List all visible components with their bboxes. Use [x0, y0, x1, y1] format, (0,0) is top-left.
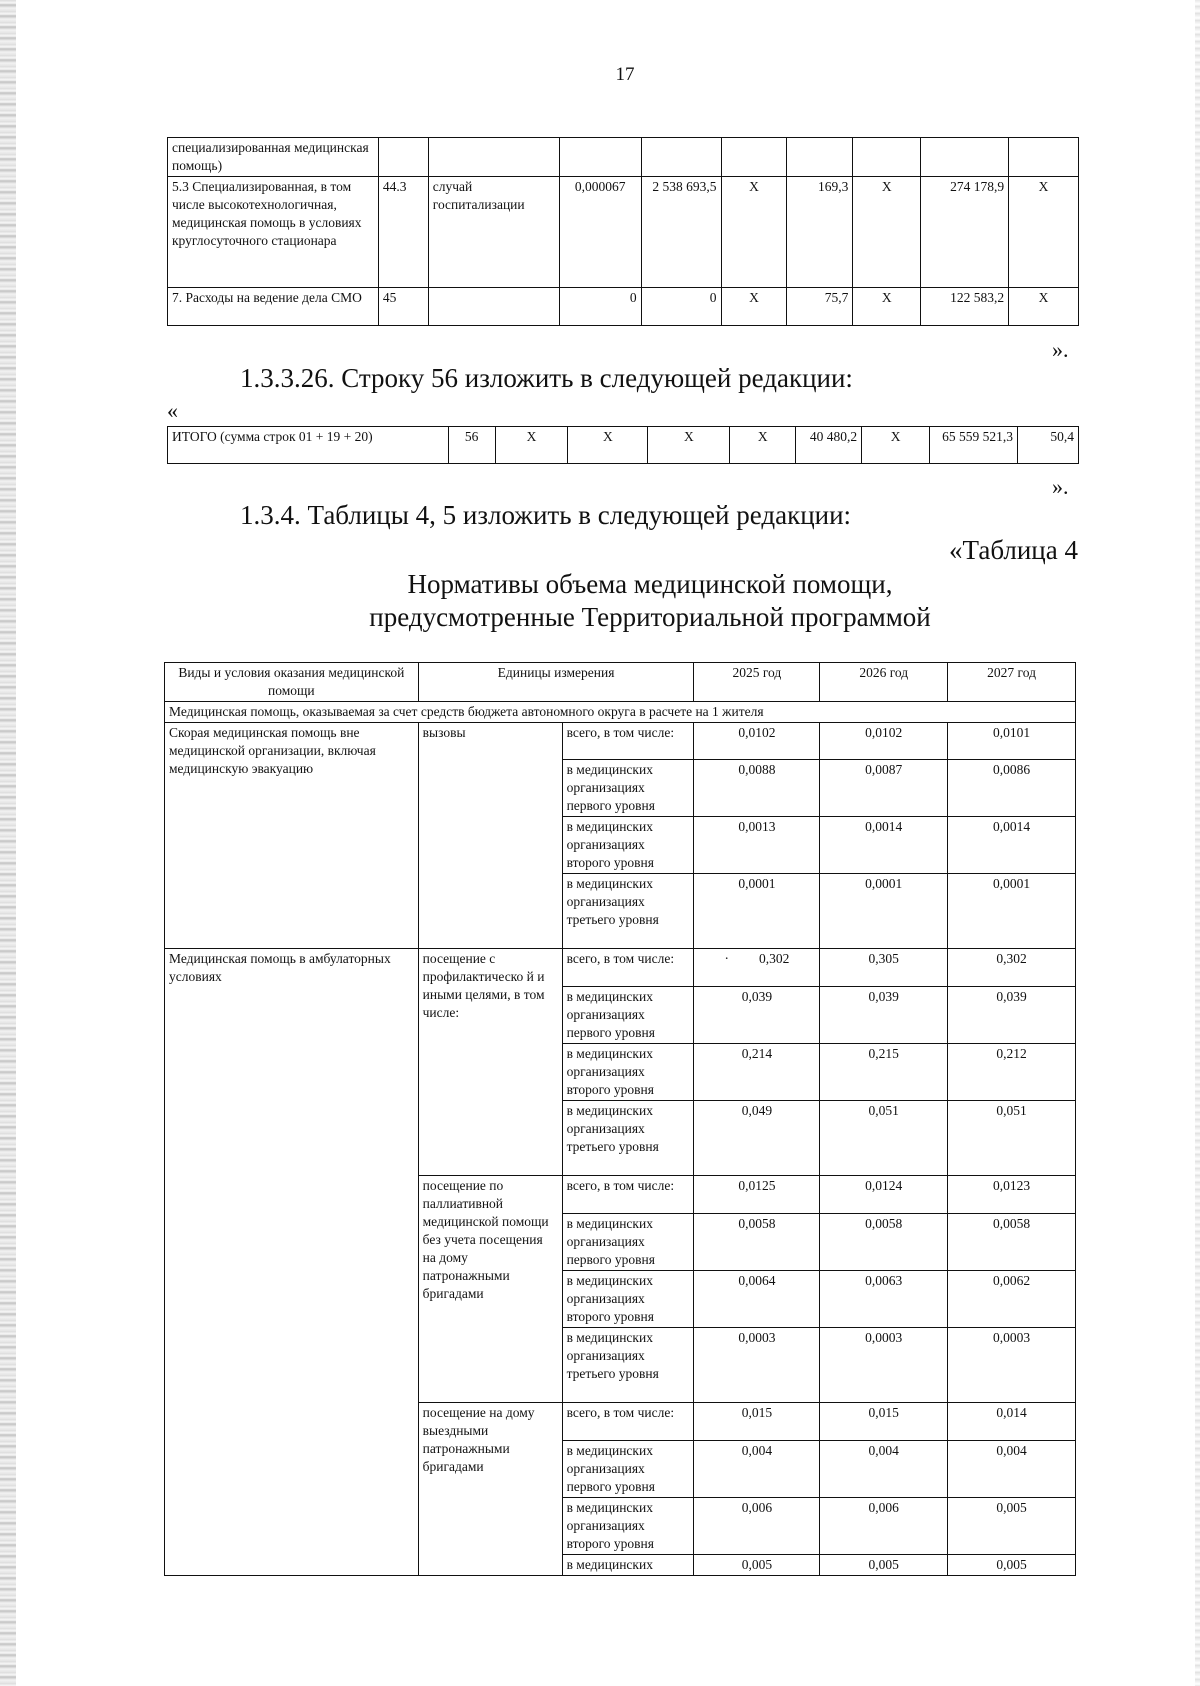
sub-total: всего, в том числе: — [562, 1403, 694, 1441]
cell-cost: 2 538 693,5 — [641, 177, 721, 288]
table-row — [168, 177, 1079, 288]
cell-unit: случай госпитализации — [428, 177, 559, 288]
cell-code — [378, 138, 428, 177]
cell-code: 45 — [378, 288, 428, 326]
unit-home-visits: посещение на дому выездными патронажными бригадами — [418, 1403, 562, 1576]
cell-c9 — [921, 138, 1009, 177]
value-2025: 0,0125 — [694, 1176, 820, 1214]
value-2027: 0,0101 — [948, 723, 1076, 760]
cell-c6: X — [721, 288, 787, 326]
table-header-row — [165, 663, 1076, 702]
scan-edge-right — [1195, 0, 1200, 1686]
cell-c10 — [1009, 138, 1079, 177]
value-2026: 0,004 — [820, 1441, 948, 1498]
value-2026: 0,0124 — [820, 1176, 948, 1214]
cell-norm: 0 — [559, 288, 641, 326]
table-title-line: предусмотренные Территориальной программой — [369, 602, 931, 632]
cell-c6 — [721, 138, 787, 177]
value-2027: 0,302 — [948, 949, 1076, 987]
value-2027: 0,212 — [948, 1044, 1076, 1101]
value-2027: 0,039 — [948, 987, 1076, 1044]
value-2025: 0,0058 — [694, 1214, 820, 1271]
section-heading: 1.3.4. Таблицы 4, 5 изложить в следующей редакции: — [240, 500, 852, 530]
unit-palliative: посещение по паллиативной медицинской помощи без учета посещения на дому патронажными бригадами — [418, 1176, 562, 1403]
cell-c4: X — [568, 427, 648, 464]
cell-c6: X — [730, 427, 796, 464]
value-2025: 0,039 — [694, 987, 820, 1044]
table-row — [168, 138, 1079, 177]
cell-c9: 65 559 521,3 — [930, 427, 1018, 464]
value-2025 — [694, 949, 820, 987]
unit-calls: вызовы — [418, 723, 562, 949]
group-ambulance: Скорая медицинская помощь вне медицинской организации, включая медицинскую эвакуацию — [165, 723, 419, 949]
table-row — [165, 949, 1076, 987]
cell-c7: 169,3 — [787, 177, 853, 288]
value-2027: 0,0001 — [948, 874, 1076, 949]
value-2025: 0,0064 — [694, 1271, 820, 1328]
sub-level-3: в медицинских организациях третьего уровня — [562, 1101, 694, 1176]
value-2027: 0,0086 — [948, 760, 1076, 817]
section-heading: 1.3.3.26. Строку 56 изложить в следующей редакции: — [240, 363, 853, 393]
value-2026: 0,305 — [820, 949, 948, 987]
value-2025: 0,005 — [694, 1555, 820, 1576]
cell-unit — [428, 138, 559, 177]
cell-norm: 0,000067 — [559, 177, 641, 288]
header-2027: 2027 год — [948, 663, 1076, 702]
table-title — [340, 568, 960, 634]
closing-quote: ». — [1052, 337, 1069, 362]
sub-level-2: в медицинских организациях второго уровня — [562, 1044, 694, 1101]
closing-quote: ». — [1052, 474, 1069, 499]
sub-level-1: в медицинских организациях первого уровня — [562, 1441, 694, 1498]
value-2025: 0,0088 — [694, 760, 820, 817]
value-2026: 0,015 — [820, 1403, 948, 1441]
header-type: Виды и условия оказания медицинской помощи — [165, 663, 419, 702]
cell-cost: 0 — [641, 288, 721, 326]
cell-name: 5.3 Специализированная, в том числе высокотехнологичная, медицинская помощь в условиях круглосуточного стационара — [168, 177, 379, 288]
scan-edge-left — [0, 0, 16, 1686]
sub-level-2: в медицинских организациях второго уровня — [562, 817, 694, 874]
value-2027: 0,0058 — [948, 1214, 1076, 1271]
cell-cost — [641, 138, 721, 177]
cell-norm — [559, 138, 641, 177]
value-2027: 0,005 — [948, 1555, 1076, 1576]
value-2026: 0,0087 — [820, 760, 948, 817]
value-2027: 0,0014 — [948, 817, 1076, 874]
value-2027: 0,0003 — [948, 1328, 1076, 1403]
cell-c8: X — [853, 177, 921, 288]
cell-c8: X — [862, 427, 930, 464]
value-2026: 0,215 — [820, 1044, 948, 1101]
table-row — [168, 288, 1079, 326]
value-2025: 0,0013 — [694, 817, 820, 874]
section-row — [165, 702, 1076, 723]
value-2026: 0,051 — [820, 1101, 948, 1176]
table-row — [165, 723, 1076, 760]
sub-level-3: в медицинских организациях третьего уровня — [562, 1328, 694, 1403]
value-2025: 0,0001 — [694, 874, 820, 949]
sub-level-1: в медицинских организациях первого уровня — [562, 1214, 694, 1271]
cell-c7: 75,7 — [787, 288, 853, 326]
table-title-line: Нормативы объема медицинской помощи, — [407, 569, 893, 599]
cell-c7: 40 480,2 — [796, 427, 862, 464]
value-2025: 0,049 — [694, 1101, 820, 1176]
cell-c9: 274 178,9 — [921, 177, 1009, 288]
cell-c7 — [787, 138, 853, 177]
cell-name: 7. Расходы на ведение дела СМО — [168, 288, 379, 326]
sub-level-2: в медицинских организациях второго уровня — [562, 1498, 694, 1555]
cell-name: ИТОГО (сумма строк 01 + 19 + 20) — [168, 427, 449, 464]
itogo-table — [167, 426, 1079, 464]
value-2026: 0,0003 — [820, 1328, 948, 1403]
value-2026: 0,0001 — [820, 874, 948, 949]
cell-c8: X — [853, 288, 921, 326]
sub-level-3: в медицинских организациях третьего уровня — [562, 874, 694, 949]
value-2025: 0,0102 — [694, 723, 820, 760]
header-unit: Единицы измерения — [418, 663, 694, 702]
scan-mark: · — [724, 952, 730, 967]
value-2026: 0,0063 — [820, 1271, 948, 1328]
cell-c10: X — [1009, 177, 1079, 288]
table-row — [168, 427, 1079, 464]
value-2027: 0,0062 — [948, 1271, 1076, 1328]
cell-c9: 122 583,2 — [921, 288, 1009, 326]
opening-quote: « — [167, 398, 178, 423]
value-text: 0,302 — [759, 951, 790, 966]
sub-level-1: в медицинских организациях первого уровня — [562, 987, 694, 1044]
value-2026: 0,039 — [820, 987, 948, 1044]
value-2025: 0,004 — [694, 1441, 820, 1498]
section-label: Медицинская помощь, оказываемая за счет средств бюджета автономного округа в расчете на 1 жителя — [165, 702, 1076, 723]
value-2027: 0,004 — [948, 1441, 1076, 1498]
sub-total: всего, в том числе: — [562, 949, 694, 987]
group-ambulatory: Медицинская помощь в амбулаторных условиях — [165, 949, 419, 1576]
value-2026: 0,0102 — [820, 723, 948, 760]
cell-unit — [428, 288, 559, 326]
value-2026: 0,005 — [820, 1555, 948, 1576]
value-2026: 0,0014 — [820, 817, 948, 874]
value-2026: 0,0058 — [820, 1214, 948, 1271]
value-2027: 0,0123 — [948, 1176, 1076, 1214]
value-2025: 0,214 — [694, 1044, 820, 1101]
page-number: 17 — [615, 64, 635, 85]
unit-prophylactic: посещение с профилактическо й и иными целями, в том числе: — [418, 949, 562, 1176]
cell-name: специализированная медицинская помощь) — [168, 138, 379, 177]
cell-c8 — [853, 138, 921, 177]
value-2027: 0,005 — [948, 1498, 1076, 1555]
continuation-table — [167, 137, 1079, 326]
sub-total: всего, в том числе: — [562, 723, 694, 760]
cell-c3: X — [495, 427, 568, 464]
value-2025: 0,015 — [694, 1403, 820, 1441]
header-2026: 2026 год — [820, 663, 948, 702]
cell-c10: X — [1009, 288, 1079, 326]
value-2027: 0,051 — [948, 1101, 1076, 1176]
value-2025: 0,006 — [694, 1498, 820, 1555]
sub-level-1: в медицинских организациях первого уровня — [562, 760, 694, 817]
cell-code: 44.3 — [378, 177, 428, 288]
cell-c10: 50,4 — [1017, 427, 1078, 464]
cell-code: 56 — [448, 427, 495, 464]
table-label: «Таблица 4 — [949, 535, 1078, 565]
value-2027: 0,014 — [948, 1403, 1076, 1441]
header-2025: 2025 год — [694, 663, 820, 702]
sub-level-3-cut: в медицинских — [562, 1555, 694, 1576]
cell-c6: X — [721, 177, 787, 288]
value-2026: 0,006 — [820, 1498, 948, 1555]
value-2025: 0,0003 — [694, 1328, 820, 1403]
sub-level-2: в медицинских организациях второго уровня — [562, 1271, 694, 1328]
volume-norms-table — [164, 662, 1076, 1576]
sub-total: всего, в том числе: — [562, 1176, 694, 1214]
cell-c5: X — [648, 427, 730, 464]
